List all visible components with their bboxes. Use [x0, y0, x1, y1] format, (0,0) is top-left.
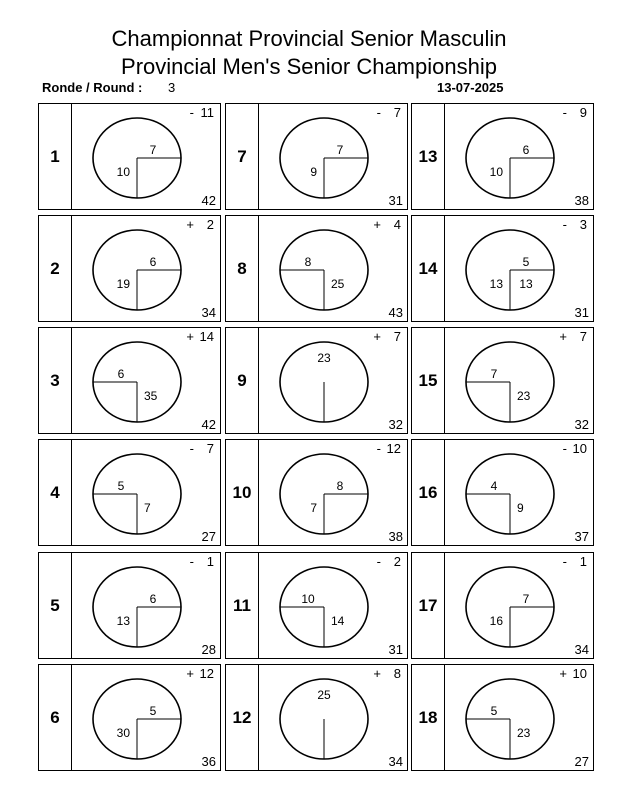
score-sign: - [562, 554, 567, 569]
sector-bottom-right-value: 9 [517, 501, 524, 515]
score-sign: + [373, 329, 381, 344]
score-delta: 9 [579, 105, 587, 120]
score-sign: - [189, 554, 194, 569]
sector-bottom-right-value: 25 [331, 277, 345, 291]
sector-bottom-right-value: 23 [517, 726, 531, 740]
end-number: 8 [226, 216, 259, 321]
end-number: 1 [39, 104, 72, 209]
target-diagram [258, 553, 408, 658]
end-card [411, 103, 594, 210]
score-sign: - [376, 105, 381, 120]
target-diagram [258, 328, 408, 433]
end-card [38, 664, 221, 771]
end-number: 4 [39, 440, 72, 545]
score-sign: - [562, 441, 567, 456]
end-number: 12 [226, 665, 259, 770]
sector-top-value: 7 [336, 143, 344, 157]
end-card [411, 439, 594, 546]
sector-top-value: 5 [117, 479, 125, 493]
end-card [225, 215, 408, 322]
sector-top-value: 6 [149, 255, 157, 269]
end-card [225, 103, 408, 210]
score-total: 38 [574, 193, 589, 208]
sector-bottom-left-value: 13 [116, 614, 130, 628]
end-card [411, 664, 594, 771]
score-sign: - [562, 105, 567, 120]
round-value: 3 [168, 80, 176, 95]
sector-top-value: 8 [304, 255, 312, 269]
sector-bottom-right-value: 7 [144, 501, 151, 515]
target-diagram [71, 216, 221, 321]
end-card [38, 103, 221, 210]
score-total: 34 [201, 305, 216, 320]
score-delta: 12 [199, 666, 214, 681]
score-total: 28 [201, 642, 216, 657]
sector-bottom-left-value: 10 [116, 165, 130, 179]
target-diagram [71, 440, 221, 545]
score-sign: + [559, 329, 567, 344]
title-french: Championnat Provincial Senior Masculin [111, 26, 507, 51]
score-delta: 7 [579, 329, 587, 344]
end-number: 17 [412, 553, 445, 658]
score-total: 32 [574, 417, 589, 432]
target-diagram [444, 328, 594, 433]
end-number: 11 [226, 553, 259, 658]
end-number: 18 [412, 665, 445, 770]
sector-bottom-right-value: 35 [144, 389, 158, 403]
score-total: 27 [574, 754, 589, 769]
score-total: 42 [201, 193, 216, 208]
sector-top-value: 8 [336, 479, 344, 493]
score-sign: - [376, 441, 381, 456]
sector-top-value: 23 [317, 351, 331, 365]
score-sign: + [559, 666, 567, 681]
sector-top-value: 7 [149, 143, 157, 157]
target-diagram [258, 104, 408, 209]
score-sign: - [376, 554, 381, 569]
end-number: 15 [412, 328, 445, 433]
score-sign: - [189, 105, 194, 120]
sector-bottom-left-value: 13 [489, 277, 503, 291]
score-sign: - [189, 441, 194, 456]
end-card [225, 664, 408, 771]
score-delta: 2 [393, 554, 401, 569]
target-diagram [444, 665, 594, 770]
sector-bottom-right-value: 23 [517, 389, 531, 403]
score-delta: 14 [199, 329, 214, 344]
end-card [225, 552, 408, 659]
score-sign: + [373, 666, 381, 681]
score-delta: 1 [206, 554, 214, 569]
score-delta: 11 [200, 105, 214, 120]
score-total: 36 [201, 754, 216, 769]
score-total: 37 [574, 529, 589, 544]
end-card [411, 215, 594, 322]
target-diagram [444, 104, 594, 209]
end-number: 16 [412, 440, 445, 545]
sector-bottom-right-value: 13 [519, 277, 533, 291]
sector-top-value: 10 [301, 592, 315, 606]
score-sign: + [186, 666, 194, 681]
end-card [38, 439, 221, 546]
score-sign: + [373, 217, 381, 232]
target-diagram [258, 665, 408, 770]
sector-top-value: 7 [490, 367, 498, 381]
score-delta: 2 [206, 217, 214, 232]
sector-top-value: 25 [317, 688, 331, 702]
end-number: 5 [39, 553, 72, 658]
end-number: 2 [39, 216, 72, 321]
score-total: 43 [388, 305, 403, 320]
score-delta: 7 [393, 105, 401, 120]
sector-bottom-right-value: 14 [331, 614, 345, 628]
score-delta: 7 [393, 329, 401, 344]
score-total: 34 [574, 642, 589, 657]
end-number: 10 [226, 440, 259, 545]
score-delta: 10 [572, 441, 587, 456]
sector-top-value: 4 [490, 479, 498, 493]
score-sign: - [562, 217, 567, 232]
end-number: 9 [226, 328, 259, 433]
end-card [225, 439, 408, 546]
score-delta: 7 [206, 441, 214, 456]
score-delta: 12 [386, 441, 401, 456]
target-diagram [258, 440, 408, 545]
target-diagram [71, 104, 221, 209]
end-number: 3 [39, 328, 72, 433]
score-sign: + [186, 217, 194, 232]
end-number: 7 [226, 104, 259, 209]
sector-top-value: 5 [522, 255, 530, 269]
score-total: 31 [388, 193, 403, 208]
sector-bottom-left-value: 7 [310, 501, 317, 515]
score-delta: 4 [393, 217, 401, 232]
sector-top-value: 6 [117, 367, 125, 381]
sector-top-value: 7 [522, 592, 530, 606]
end-card [411, 327, 594, 434]
sector-bottom-left-value: 9 [310, 165, 317, 179]
sector-top-value: 5 [149, 704, 157, 718]
sector-top-value: 6 [149, 592, 157, 606]
end-number: 6 [39, 665, 72, 770]
sector-bottom-left-value: 16 [489, 614, 503, 628]
target-diagram [444, 440, 594, 545]
score-sign: + [186, 329, 194, 344]
sector-bottom-left-value: 10 [489, 165, 503, 179]
score-delta: 10 [572, 666, 587, 681]
score-total: 42 [201, 417, 216, 432]
round-label: Ronde / Round : [42, 80, 143, 95]
sector-bottom-left-value: 30 [116, 726, 130, 740]
end-card [38, 215, 221, 322]
title-english: Provincial Men's Senior Championship [121, 54, 497, 79]
target-diagram [444, 553, 594, 658]
sector-top-value: 5 [490, 704, 498, 718]
end-card [411, 552, 594, 659]
score-total: 27 [201, 529, 216, 544]
target-diagram [71, 665, 221, 770]
score-total: 34 [388, 754, 403, 769]
sector-bottom-left-value: 19 [116, 277, 130, 291]
target-diagram [71, 553, 221, 658]
target-diagram [444, 216, 594, 321]
score-total: 38 [388, 529, 403, 544]
score-total: 31 [574, 305, 589, 320]
end-card [38, 552, 221, 659]
target-diagram [258, 216, 408, 321]
end-number: 13 [412, 104, 445, 209]
end-number: 14 [412, 216, 445, 321]
sector-top-value: 6 [522, 143, 530, 157]
date-label: 13-07-2025 [437, 80, 504, 95]
score-delta: 8 [393, 666, 401, 681]
score-total: 31 [388, 642, 403, 657]
target-diagram [71, 328, 221, 433]
score-total: 32 [388, 417, 403, 432]
end-card [38, 327, 221, 434]
score-delta: 1 [579, 554, 587, 569]
end-card [225, 327, 408, 434]
score-delta: 3 [579, 217, 587, 232]
